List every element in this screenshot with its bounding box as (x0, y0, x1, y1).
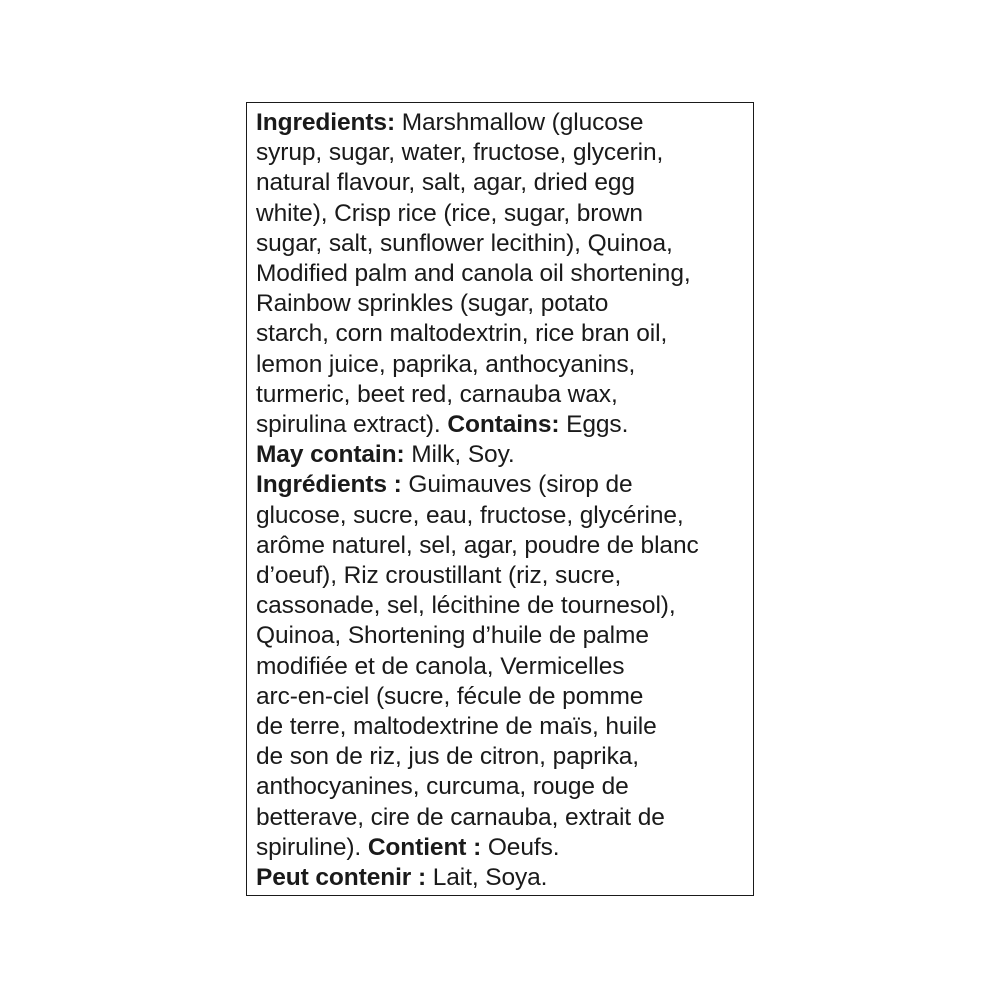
ingredients-line (256, 168, 745, 198)
line-text: arc-en-ciel (sucre, fécule de pomme (256, 682, 644, 710)
ingredients-line (256, 410, 745, 440)
ingredients-line (256, 319, 745, 349)
line-text: turmeric, beet red, carnauba wax, (256, 380, 618, 408)
ingredients-line (256, 682, 745, 712)
ingredients-line (256, 531, 745, 561)
contains-heading-en: Contains: (447, 411, 560, 439)
ingredients-line (256, 621, 745, 651)
ingredients-line (256, 501, 745, 531)
line-text: Modified palm and canola oil shortening, (256, 260, 691, 288)
ingredients-line (256, 350, 745, 380)
line-text: sugar, salt, sunflower lecithin), Quinoa, (256, 229, 673, 257)
line-text: de terre, maltodextrine de maïs, huile (256, 713, 657, 741)
line-text: modifiée et de canola, Vermicelles (256, 652, 625, 680)
may-contain-value-en: Milk, Soy. (404, 441, 515, 469)
may-contain-value-fr: Lait, Soya. (426, 864, 548, 892)
ingredients-line (256, 591, 745, 621)
ingredients-line (256, 742, 745, 772)
ingredients-line (256, 652, 745, 682)
ingredients-line (256, 712, 745, 742)
line-text: cassonade, sel, lécithine de tournesol), (256, 592, 676, 620)
ingredients-line (256, 259, 745, 289)
line-text: Quinoa, Shortening d’huile de palme (256, 622, 649, 650)
ingredients-heading-fr: Ingrédients : (256, 471, 402, 499)
ingredients-line (256, 470, 745, 500)
line-text: Rainbow sprinkles (sugar, potato (256, 290, 609, 318)
may-contain-line (256, 440, 745, 470)
contains-value-fr: Oeufs. (481, 833, 560, 861)
ingredients-line (256, 380, 745, 410)
line-text: de son de riz, jus de citron, paprika, (256, 743, 639, 771)
ingredients-line (256, 199, 745, 229)
line-text: white), Crisp rice (rice, sugar, brown (256, 199, 643, 227)
may-contain-heading-en: May contain: (256, 441, 405, 469)
ingredients-label-panel (246, 102, 754, 896)
line-text: natural flavour, salt, agar, dried egg (256, 169, 635, 197)
line-text: starch, corn maltodextrin, rice bran oil, (256, 320, 668, 348)
line-text: arôme naturel, sel, agar, poudre de blanc (256, 531, 699, 559)
line-text: Marshmallow (glucose (395, 109, 644, 136)
line-text: lemon juice, paprika, anthocyanins, (256, 350, 636, 378)
line-text: syrup, sugar, water, fructose, glycerin, (256, 139, 664, 167)
line-text: spirulina extract). (256, 411, 448, 439)
may-contain-heading-fr: Peut contenir : (256, 864, 427, 892)
ingredients-line (256, 561, 745, 591)
ingredients-line (256, 108, 745, 138)
contains-value-en: Eggs. (559, 411, 629, 439)
contains-heading-fr: Contient : (367, 833, 482, 861)
may-contain-line (256, 863, 745, 893)
ingredients-heading-en: Ingredients: (256, 109, 396, 136)
ingredients-line (256, 833, 745, 863)
ingredients-line (256, 289, 745, 319)
line-text: betterave, cire de carnauba, extrait de (256, 803, 665, 831)
line-text: glucose, sucre, eau, fructose, glycérine, (256, 501, 684, 529)
line-text: Guimauves (sirop de (401, 471, 633, 499)
line-text: spiruline). (256, 833, 368, 861)
ingredients-line (256, 138, 745, 168)
line-text: anthocyanines, curcuma, rouge de (256, 773, 629, 801)
ingredients-line (256, 803, 745, 833)
ingredients-line (256, 772, 745, 802)
ingredients-line (256, 229, 745, 259)
line-text: d’oeuf), Riz croustillant (riz, sucre, (256, 562, 622, 590)
